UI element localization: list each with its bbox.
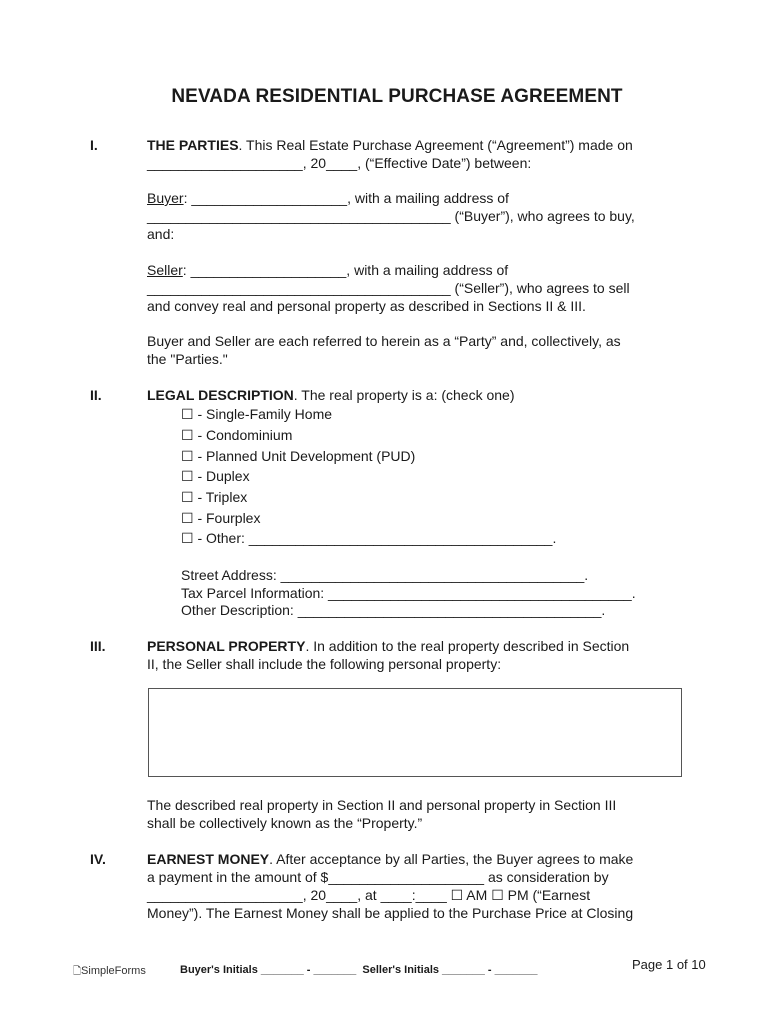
buyer-line-1: : ____________________, with a mailing address of bbox=[183, 190, 509, 206]
seller-paragraph bbox=[147, 261, 682, 315]
parties-line-1: Buyer and Seller are each referred to herein as a “Party” and, collectively, as bbox=[147, 333, 621, 349]
seller-line-2: _______________________________________ (“Seller”), who agrees to sell bbox=[147, 280, 630, 296]
property-def-line-2: shall be collectively known as the “Property.” bbox=[147, 815, 423, 831]
other-description-field[interactable]: Other Description: _______________________________________. bbox=[181, 602, 606, 618]
effective-date-line: ____________________, 20____, (“Effective Date”) between: bbox=[147, 155, 532, 171]
personal-property-intro bbox=[147, 637, 682, 673]
section-number-3: III. bbox=[90, 638, 106, 654]
section-heading-personal: PERSONAL PROPERTY bbox=[147, 638, 306, 654]
earnest-money-paragraph bbox=[147, 850, 682, 922]
parties-intro-text: . This Real Estate Purchase Agreement (“Agreement”) made on bbox=[238, 137, 633, 153]
initials-line[interactable]: Buyer's Initials _______ - _______ Seller's Initials _______ - _______ bbox=[180, 964, 538, 976]
option-pud[interactable]: ☐ - Planned Unit Development (PUD) bbox=[181, 448, 416, 464]
section-heading-parties: THE PARTIES bbox=[147, 137, 239, 153]
document-icon: 🗋 bbox=[73, 966, 82, 977]
buyer-label: Buyer bbox=[147, 190, 184, 206]
option-single-family[interactable]: ☐ - Single-Family Home bbox=[181, 406, 333, 422]
section-number-2: II. bbox=[90, 387, 102, 403]
option-fourplex[interactable]: ☐ - Fourplex bbox=[181, 510, 261, 526]
earnest-line-4: Money”). The Earnest Money shall be applied to the Purchase Price at Closing bbox=[147, 905, 634, 921]
document-title: NEVADA RESIDENTIAL PURCHASE AGREEMENT bbox=[171, 86, 623, 107]
parties-line-2: the "Parties." bbox=[147, 351, 228, 367]
personal-intro-line-1: . In addition to the real property described in Section bbox=[305, 638, 630, 654]
earnest-line-3: ____________________, 20____, at ____:____ ☐ AM ☐ PM (“Earnest bbox=[147, 887, 591, 903]
option-other[interactable]: ☐ - Other: _______________________________________. bbox=[181, 530, 557, 546]
logo-text: SimpleForms bbox=[81, 965, 146, 977]
earnest-line-2: a payment in the amount of $____________________ as consideration by bbox=[147, 869, 609, 885]
personal-intro-line-2: II, the Seller shall include the following personal property: bbox=[147, 656, 502, 672]
legal-description-intro bbox=[147, 386, 682, 404]
option-duplex[interactable]: ☐ - Duplex bbox=[181, 468, 250, 484]
option-triplex[interactable]: ☐ - Triplex bbox=[181, 489, 248, 505]
property-definition bbox=[147, 796, 682, 832]
earnest-line-1: . After acceptance by all Parties, the Buyer agrees to make bbox=[269, 851, 634, 867]
option-condominium[interactable]: ☐ - Condominium bbox=[181, 427, 293, 443]
legal-intro-text: . The real property is a: (check one) bbox=[293, 387, 515, 403]
section-heading-legal: LEGAL DESCRIPTION bbox=[147, 387, 294, 403]
page-number: Page 1 of 10 bbox=[632, 957, 706, 972]
section-heading-earnest: EARNEST MONEY bbox=[147, 851, 270, 867]
buyer-paragraph bbox=[147, 189, 682, 243]
buyer-line-3: and: bbox=[147, 226, 175, 242]
seller-label: Seller bbox=[147, 262, 183, 278]
personal-property-textbox[interactable] bbox=[148, 688, 682, 777]
seller-line-1: : ____________________, with a mailing address of bbox=[182, 262, 509, 278]
property-def-line-1: The described real property in Section II and personal property in Section III bbox=[147, 797, 617, 813]
section-number-1: I. bbox=[90, 137, 98, 153]
section-number-4: IV. bbox=[90, 851, 106, 867]
tax-parcel-field[interactable]: Tax Parcel Information: _______________________________________. bbox=[181, 585, 636, 601]
street-address-field[interactable]: Street Address: _______________________________________. bbox=[181, 567, 589, 583]
seller-line-3: and convey real and personal property as described in Sections II & III. bbox=[147, 298, 586, 314]
simpleforms-logo bbox=[73, 964, 146, 981]
section-parties-intro bbox=[147, 136, 682, 172]
buyer-line-2: _______________________________________ (“Buyer”), who agrees to buy, bbox=[147, 208, 635, 224]
parties-definition bbox=[147, 332, 682, 368]
